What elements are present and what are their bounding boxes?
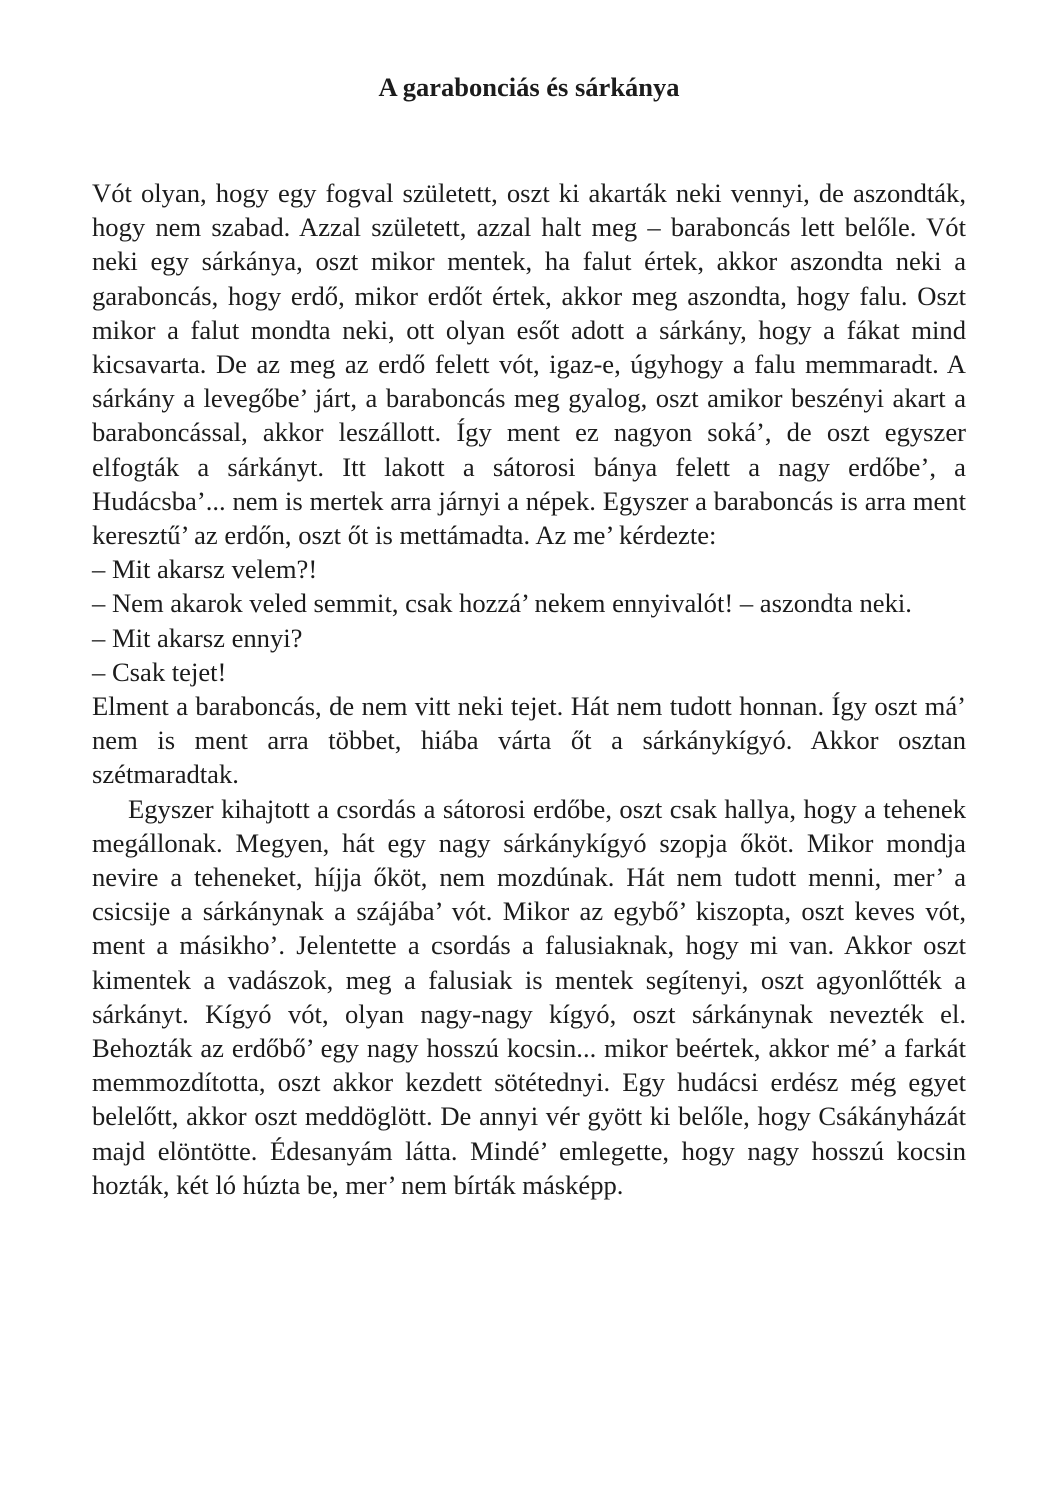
dialogue-line: – Nem akarok veled semmit, csak hozzá’ nekem ennyivalót! – aszondta neki. [92,588,912,619]
document-page [92,70,966,1202]
dialogue-line: – Csak tejet! [92,656,227,687]
dialogue-line: – Mit akarsz velem?! [92,554,318,585]
paragraph-aftermath: Elment a baraboncás, de nem vitt neki tejet. Hát nem tudott honnan. Így oszt má’ nem is ment arra többet, hiába várta őt a sárkánykígyó. Akkor osztan szétmaradtak. [92,691,966,790]
paragraph-second-story: Egyszer kihajtott a csordás a sátorosi erdőbe, oszt csak hallya, hogy a tehenek megállonak. Megyen, hát egy nagy sárkánykígyó szopja őköt. Mikor mondja nevire a teheneket, híjja őköt, nem mozdúnak. Hát nem tudott menni, mer’ a csicsije a sárkánynak a szájába’ vót. Mikor az egybő’ kiszopta, oszt keves vót, ment a másikho’. Jelentette a csordás a falusiaknak, hogy mi van. Akkor oszt kimentek a vadászok, meg a falusiak is mentek segítenyi, oszt agyonlőtték a sárkányt. Kígyó vót, olyan nagy-nagy kígyó, oszt sárkánynak nevezték el. Behozták az erdőbő’ egy nagy hosszú kocsin... mikor beértek, akkor mé’ a farkát memmozdította, oszt akkor kezdett sötétednyi. Egy hudácsi erdész még egyet belelőtt, akkor oszt meddöglött. De annyi vér gyött ki belőle, hogy Csákányházát majd elöntötte. Édesanyám látta. Mindé’ emlegette, hogy nagy hosszú kocsin hozták, két ló húzta be, mer’ nem bírták másképp. [92,793,966,1200]
dialogue-line: – Mit akarsz ennyi? [92,622,303,653]
paragraph-intro: Vót olyan, hogy egy fogval született, oszt ki akarták neki vennyi, de aszondták, hogy nem szabad. Azzal született, azzal halt meg – baraboncás lett belőle. Vót neki egy sárkánya, oszt mikor mentek, ha falut értek, akkor aszondta neki a garaboncás, hogy erdő, mikor erdőt értek, akkor meg aszondta, hogy falu. Oszt mikor a falut mondta neki, ott olyan esőt adott a sárkány, hogy a fákat mind kicsavarta. De az meg az erdő felett vót, igaz-e, úgyhogy a falu memmaradt. A sárkány a levegőbe’ járt, a baraboncás meg gyalog, oszt amikor beszényi akart a baraboncással, akkor leszállott. Így ment ez nagyon soká’, de oszt egyszer elfogták a sárkányt. Itt lakott a sátorosi bánya felett a nagy erdőbe’, a Hudácsba’... nem is mertek arra járnyi a népek. Egyszer a baraboncás is arra ment keresztű’ az erdőn, oszt őt is mettámadta. Az me’ kérdezte: [92,178,966,551]
page-title: A garabonciás és sárkánya [378,72,680,102]
